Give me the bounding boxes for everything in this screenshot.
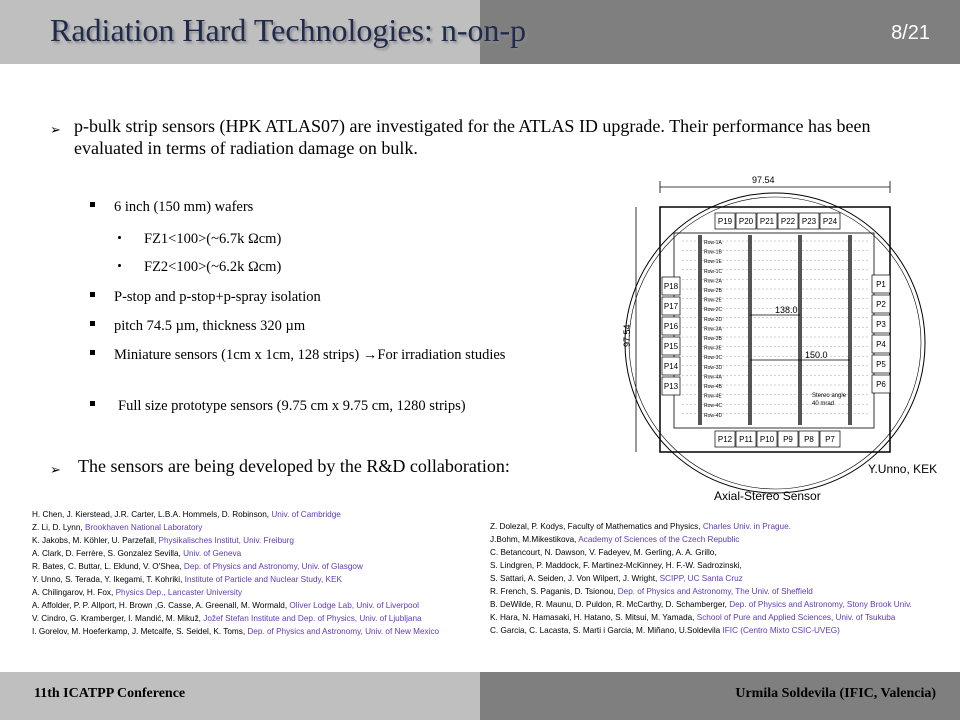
reference-line (490, 520, 912, 533)
reference-line (490, 559, 912, 572)
row-label: Row-1C (704, 268, 723, 275)
reference-line (32, 599, 439, 612)
references-left (32, 508, 439, 638)
pad-label: P1 (876, 280, 886, 289)
reference-line (32, 573, 439, 586)
reference-affiliation: SCIPP, UC Santa Cruz (659, 574, 743, 583)
reference-names: V. Cindro, G. Kramberger, I. Mandić, M. Mikuž, (32, 614, 204, 623)
width-label: 97.54 (752, 175, 775, 185)
pad-label: P13 (663, 382, 679, 391)
reference-line (490, 533, 912, 546)
bullet-fullsize (90, 397, 466, 415)
reference-names: H. Chen, J. Kierstead, J.R. Carter, L.B.A. Hommels, D. Robinson, (32, 510, 272, 519)
length-138-label: 138.0 (775, 305, 798, 315)
reference-affiliation: Dep. of Physics and Astronomy, Univ. of New Mexico (247, 627, 440, 636)
row-label: Row-1A (704, 240, 722, 246)
reference-names: B. DeWilde, R. Maunu, D. Puldon, R. McCarthy, D. Schamberger, (490, 600, 730, 609)
page-number: 8/21 (891, 22, 930, 44)
reference-line (490, 572, 912, 585)
pad-label: P20 (738, 217, 754, 226)
references-right (490, 520, 912, 637)
pad-label: P3 (876, 320, 886, 329)
row-label: Row-4C (704, 403, 723, 410)
reference-names: K. Hara, N. Hamasaki, H. Hatano, S. Mitsui, M. Yamada, (490, 613, 697, 622)
reference-line (32, 560, 439, 573)
top-pad-boxes (715, 213, 840, 229)
row-label: Row-2E (704, 297, 722, 304)
bullet-miniature-part1: Miniature sensors (1cm x 1cm, 128 strips) (114, 347, 363, 363)
square-bullet-icon (90, 202, 95, 207)
bullet-pitch-text: pitch 74.5 µm, thickness 320 µm (114, 318, 306, 334)
length-150-label: 150.0 (805, 350, 828, 360)
row-label: Row-1B (704, 249, 722, 256)
reference-line (32, 612, 439, 625)
bullet-miniature (90, 346, 590, 364)
bullet-main-2 (50, 455, 670, 477)
bullet-fz2-text: FZ2<100>(~6.2k Ωcm) (144, 259, 282, 275)
row-label: Row-3E (704, 345, 722, 352)
reference-affiliation: Dep. of Physics and Astronomy, Stony Brook Univ. (729, 600, 912, 609)
row-label: Row-3C (704, 355, 723, 362)
pad-label: P24 (822, 217, 838, 226)
pad-label: P10 (759, 435, 775, 444)
bullet-fullsize-text: Full size prototype sensors (9.75 cm x 9.75 cm, 1280 strips) (118, 398, 466, 414)
reference-line (32, 625, 439, 638)
row-label: Row-2A (704, 278, 722, 285)
reference-names: A. Chilingarov, H. Fox, (32, 588, 116, 597)
reference-names: A. Clark, D. Ferrère, S. Gonzalez Sevilla, (32, 549, 184, 558)
reference-line (32, 534, 439, 547)
bullet-pitch (90, 317, 305, 335)
reference-names: K. Jakobs, M. Köhler, U. Parzefall, (32, 536, 159, 545)
pad-label: P5 (876, 360, 886, 369)
bullet-fz1 (118, 230, 281, 248)
dot-bullet-icon (118, 264, 121, 267)
reference-affiliation: Brookhaven National Laboratory (84, 523, 203, 532)
reference-affiliation: Univ. of Geneva (183, 549, 242, 558)
square-bullet-icon (90, 292, 95, 297)
arrow-bullet-icon: ➢ (50, 122, 61, 137)
pad-label: P18 (663, 282, 679, 291)
row-lines (682, 240, 868, 419)
stereo-value: 40 mrad (812, 401, 835, 407)
reference-affiliation: Physics Dep., Lancaster University (115, 588, 243, 597)
header-right-band (480, 0, 960, 64)
bullet-miniature-part2: For irradiation studies (377, 347, 506, 363)
pad-label: P23 (801, 217, 817, 226)
reference-names: R. Bates, C. Buttar, L. Eklund, V. O'Shea, (32, 562, 184, 571)
footer-conference: 11th ICATPP Conference (34, 686, 186, 701)
square-bullet-icon (90, 321, 95, 326)
left-pad-boxes (662, 277, 680, 395)
right-pad-boxes (872, 275, 890, 393)
stereo-label: Stereo angle (812, 393, 847, 399)
row-label: Row-4B (704, 384, 722, 390)
reference-affiliation: Academy of Sciences of the Czech Republic (578, 535, 740, 544)
pad-label: P9 (783, 435, 793, 444)
pad-label: P4 (876, 340, 886, 349)
pad-label: P15 (663, 342, 679, 351)
row-label: Row-1E (704, 259, 722, 266)
pad-label: P19 (717, 217, 733, 226)
dot-bullet-icon (118, 236, 121, 239)
pad-label: P6 (876, 380, 886, 389)
sensor-caption: Axial-Stereo Sensor (714, 489, 821, 503)
reference-affiliation: IFIC (Centro Mixto CSIC-UVEG) (722, 626, 840, 635)
reference-affiliation: Oliver Lodge Lab, Univ. of Liverpool (289, 601, 419, 610)
reference-line (32, 586, 439, 599)
bullet-main-1-text: p-bulk strip sensors (HPK ATLAS07) are investigated for the ATLAS ID upgrade. Their performance has been evaluated in terms of radiation damage on bulk. (74, 116, 871, 158)
bullet-miniature-text (114, 346, 590, 364)
pad-label: P7 (825, 435, 835, 444)
bullet-main-2-text: The sensors are being developed by the R&D collaboration: (78, 456, 510, 476)
row-label: Row-2D (704, 316, 723, 323)
reference-affiliation: Physikalisches Institut, Univ. Freiburg (158, 536, 294, 545)
reference-affiliation: Univ. of Cambridge (271, 510, 341, 519)
reference-line (32, 547, 439, 560)
pad-label: P16 (663, 322, 679, 331)
pad-label: P14 (663, 362, 679, 371)
reference-affiliation: Dep. of Physics and Astronomy, Univ. of Glasgow (183, 562, 363, 571)
arrow-bullet-icon: ➢ (50, 462, 61, 477)
footer-author: Urmila Soldevila (IFIC, Valencia) (735, 686, 936, 701)
reference-names: Y. Unno, S. Terada, Y. Ikegami, T. Kohriki, (32, 575, 185, 584)
reference-line (490, 598, 912, 611)
reference-line (490, 611, 912, 624)
pad-label: P11 (739, 435, 753, 444)
row-label: Row-3B (704, 336, 722, 342)
pad-label: P22 (780, 217, 796, 226)
reference-names: Z. Li, D. Lynn, (32, 523, 85, 532)
right-arrow-icon: → (362, 347, 378, 363)
bullet-fz2 (118, 258, 281, 276)
bullet-wafers-text: 6 inch (150 mm) wafers (114, 199, 254, 215)
reference-names: I. Gorelov, M. Hoeferkamp, J. Metcalfe, S. Seidel, K. Toms, (32, 627, 248, 636)
reference-names: C. Garcia, C. Lacasta, S. Marti i Garcia, M. Miñano, U.Soldevila (490, 626, 723, 635)
sensor-outline (660, 207, 890, 452)
pad-label: P2 (876, 300, 886, 309)
reference-affiliation: School of Pure and Applied Sciences, Univ. of Tsukuba (696, 613, 896, 622)
reference-names: J.Bohm, M.Mikestikova, (490, 535, 579, 544)
reference-names: C. Betancourt, N. Dawson, V. Fadeyev, M. Gerling, A. A. Grillo, (490, 548, 717, 557)
sensor-diagram (600, 165, 955, 505)
image-credit: Y.Unno, KEK (868, 462, 938, 476)
reference-line (490, 624, 912, 637)
reference-line (32, 521, 439, 534)
row-label: Row-4D (704, 412, 723, 419)
pad-label: P8 (804, 435, 814, 444)
reference-line (490, 546, 912, 559)
bullet-isolation (90, 288, 321, 306)
bullet-fz1-text: FZ1<100>(~6.7k Ωcm) (144, 231, 282, 247)
row-label: Row-4E (704, 393, 722, 400)
bullet-wafers (90, 198, 253, 216)
square-bullet-icon (90, 350, 95, 355)
reference-names: A. Affolder, P. P. Allport, H. Brown ,G. Casse, A. Greenall, M. Wormald, (32, 601, 290, 610)
reference-line (32, 508, 439, 521)
pad-label: P17 (663, 302, 679, 311)
reference-names: S. Sattari, A. Seiden, J. Von Wilpert, J. Wright, (490, 574, 660, 583)
bullet-isolation-text: P-stop and p-stop+p-spray isolation (114, 289, 321, 305)
pad-label: P21 (759, 217, 775, 226)
bullet-main-1 (50, 115, 880, 159)
reference-affiliation: Jožef Stefan Institute and Dep. of Physics, Univ. of Ljubljana (203, 614, 422, 623)
row-label: Row-2B (704, 288, 722, 294)
bottom-pad-boxes (715, 431, 840, 447)
row-label: Row-3A (704, 326, 722, 333)
reference-affiliation: Dep. of Physics and Astronomy, The Univ. of Sheffield (617, 587, 813, 596)
pad-label: P12 (717, 435, 733, 444)
row-label: Row-2C (704, 307, 723, 314)
row-label: Row-3D (704, 364, 723, 371)
reference-names: S. Lindgren, P. Maddock, F. Martinez-McKinney, H. F.-W. Sadrozinski, (490, 561, 742, 570)
height-label: 97.54 (622, 324, 632, 347)
reference-affiliation: Institute of Particle and Nuclear Study, KEK (184, 575, 342, 584)
reference-names: Z. Dolezal, P. Kodys, Faculty of Mathematics and Physics, (490, 522, 703, 531)
slide-title: Radiation Hard Technologies: n-on-p (50, 12, 527, 48)
square-bullet-icon (90, 401, 95, 406)
reference-line (490, 585, 912, 598)
reference-affiliation: Charles Univ. in Prague. (702, 522, 791, 531)
row-label: Row-4A (704, 374, 722, 381)
reference-names: R. French, S. Paganis, D. Tsionou, (490, 587, 618, 596)
